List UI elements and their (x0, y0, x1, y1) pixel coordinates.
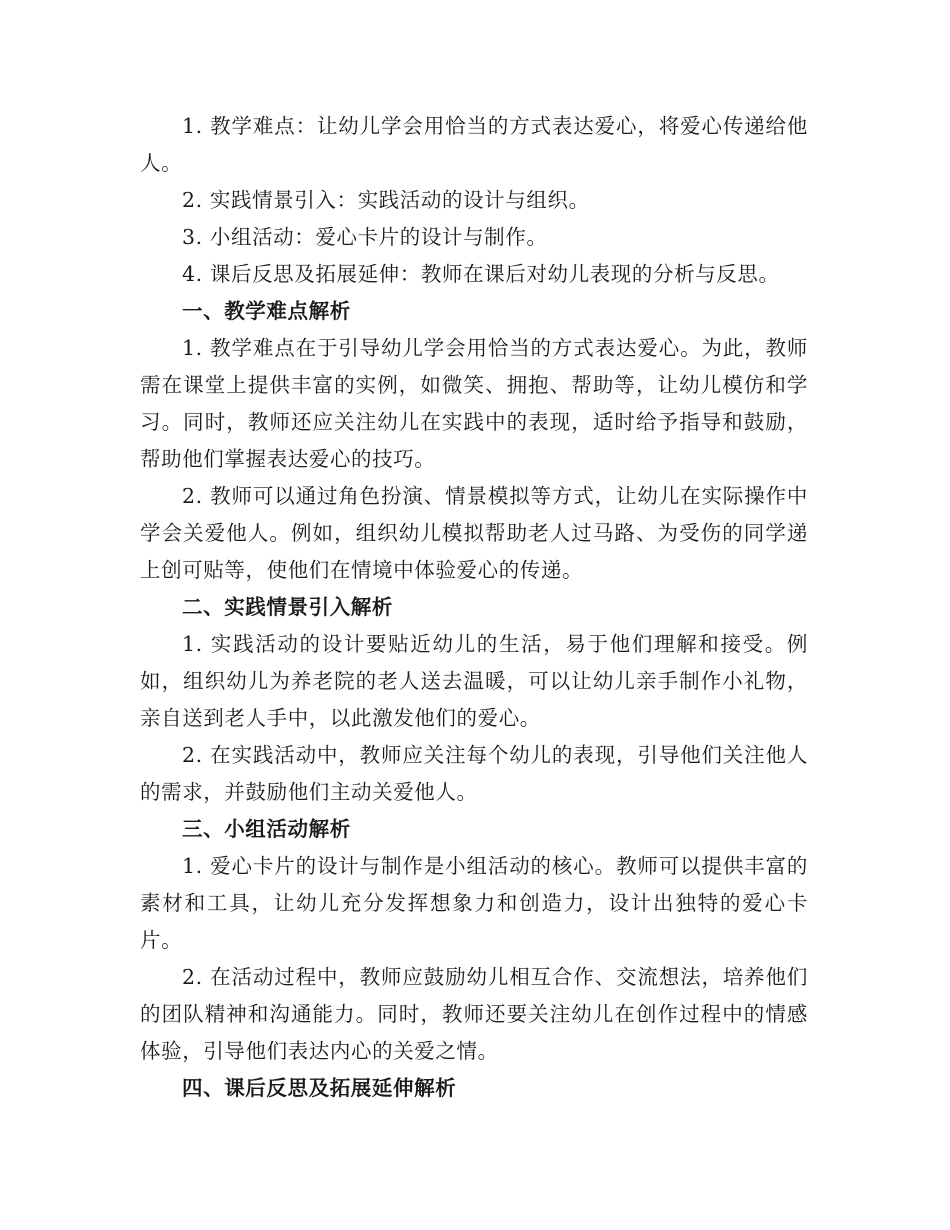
intro-item-3: 3. 小组活动：爱心卡片的设计与制作。 (182, 225, 548, 249)
section-heading-3: 三、小组活动解析 (182, 817, 351, 841)
section-2-paragraph-2: 2. 在实践活动中，教师应关注每个幼儿的表现，引导他们关注他人的需求，并鼓励他们主动关爱他人。 (140, 743, 808, 804)
document-page (140, 108, 808, 1107)
intro-item-4: 4. 课后反思及拓展延伸：教师在课后对幼儿表现的分析与反思。 (182, 262, 780, 286)
section-heading-4: 四、课后反思及拓展延伸解析 (182, 1076, 457, 1100)
intro-item-2: 2. 实践情景引入：实践活动的设计与组织。 (182, 188, 590, 212)
intro-item-1: 1. 教学难点：让幼儿学会用恰当的方式表达爱心，将爱心传递给他人。 (140, 114, 808, 175)
section-3-paragraph-1: 1. 爱心卡片的设计与制作是小组活动的核心。教师可以提供丰富的素材和工具，让幼儿充分发挥想象力和创造力，设计出独特的爱心卡片。 (140, 854, 808, 952)
section-1-paragraph-2: 2. 教师可以通过角色扮演、情景模拟等方式，让幼儿在实际操作中学会关爱他人。例如，组织幼儿模拟帮助老人过马路、为受伤的同学递上创可贴等，使他们在情境中体验爱心的传递。 (140, 484, 808, 582)
section-heading-1: 一、教学难点解析 (182, 299, 351, 323)
section-3-paragraph-2: 2. 在活动过程中，教师应鼓励幼儿相互合作、交流想法，培养他们的团队精神和沟通能力。同时，教师还要关注幼儿在创作过程中的情感体验，引导他们表达内心的关爱之情。 (140, 965, 808, 1063)
section-2-paragraph-1: 1. 实践活动的设计要贴近幼儿的生活，易于他们理解和接受。例如，组织幼儿为养老院的老人送去温暖，可以让幼儿亲手制作小礼物，亲自送到老人手中，以此激发他们的爱心。 (140, 632, 808, 730)
section-heading-2: 二、实践情景引入解析 (182, 595, 393, 619)
section-1-paragraph-1: 1. 教学难点在于引导幼儿学会用恰当的方式表达爱心。为此，教师需在课堂上提供丰富的实例，如微笑、拥抱、帮助等，让幼儿模仿和学习。同时，教师还应关注幼儿在实践中的表现，适时给予指导和鼓励，帮助他们掌握表达爱心的技巧。 (140, 336, 808, 471)
